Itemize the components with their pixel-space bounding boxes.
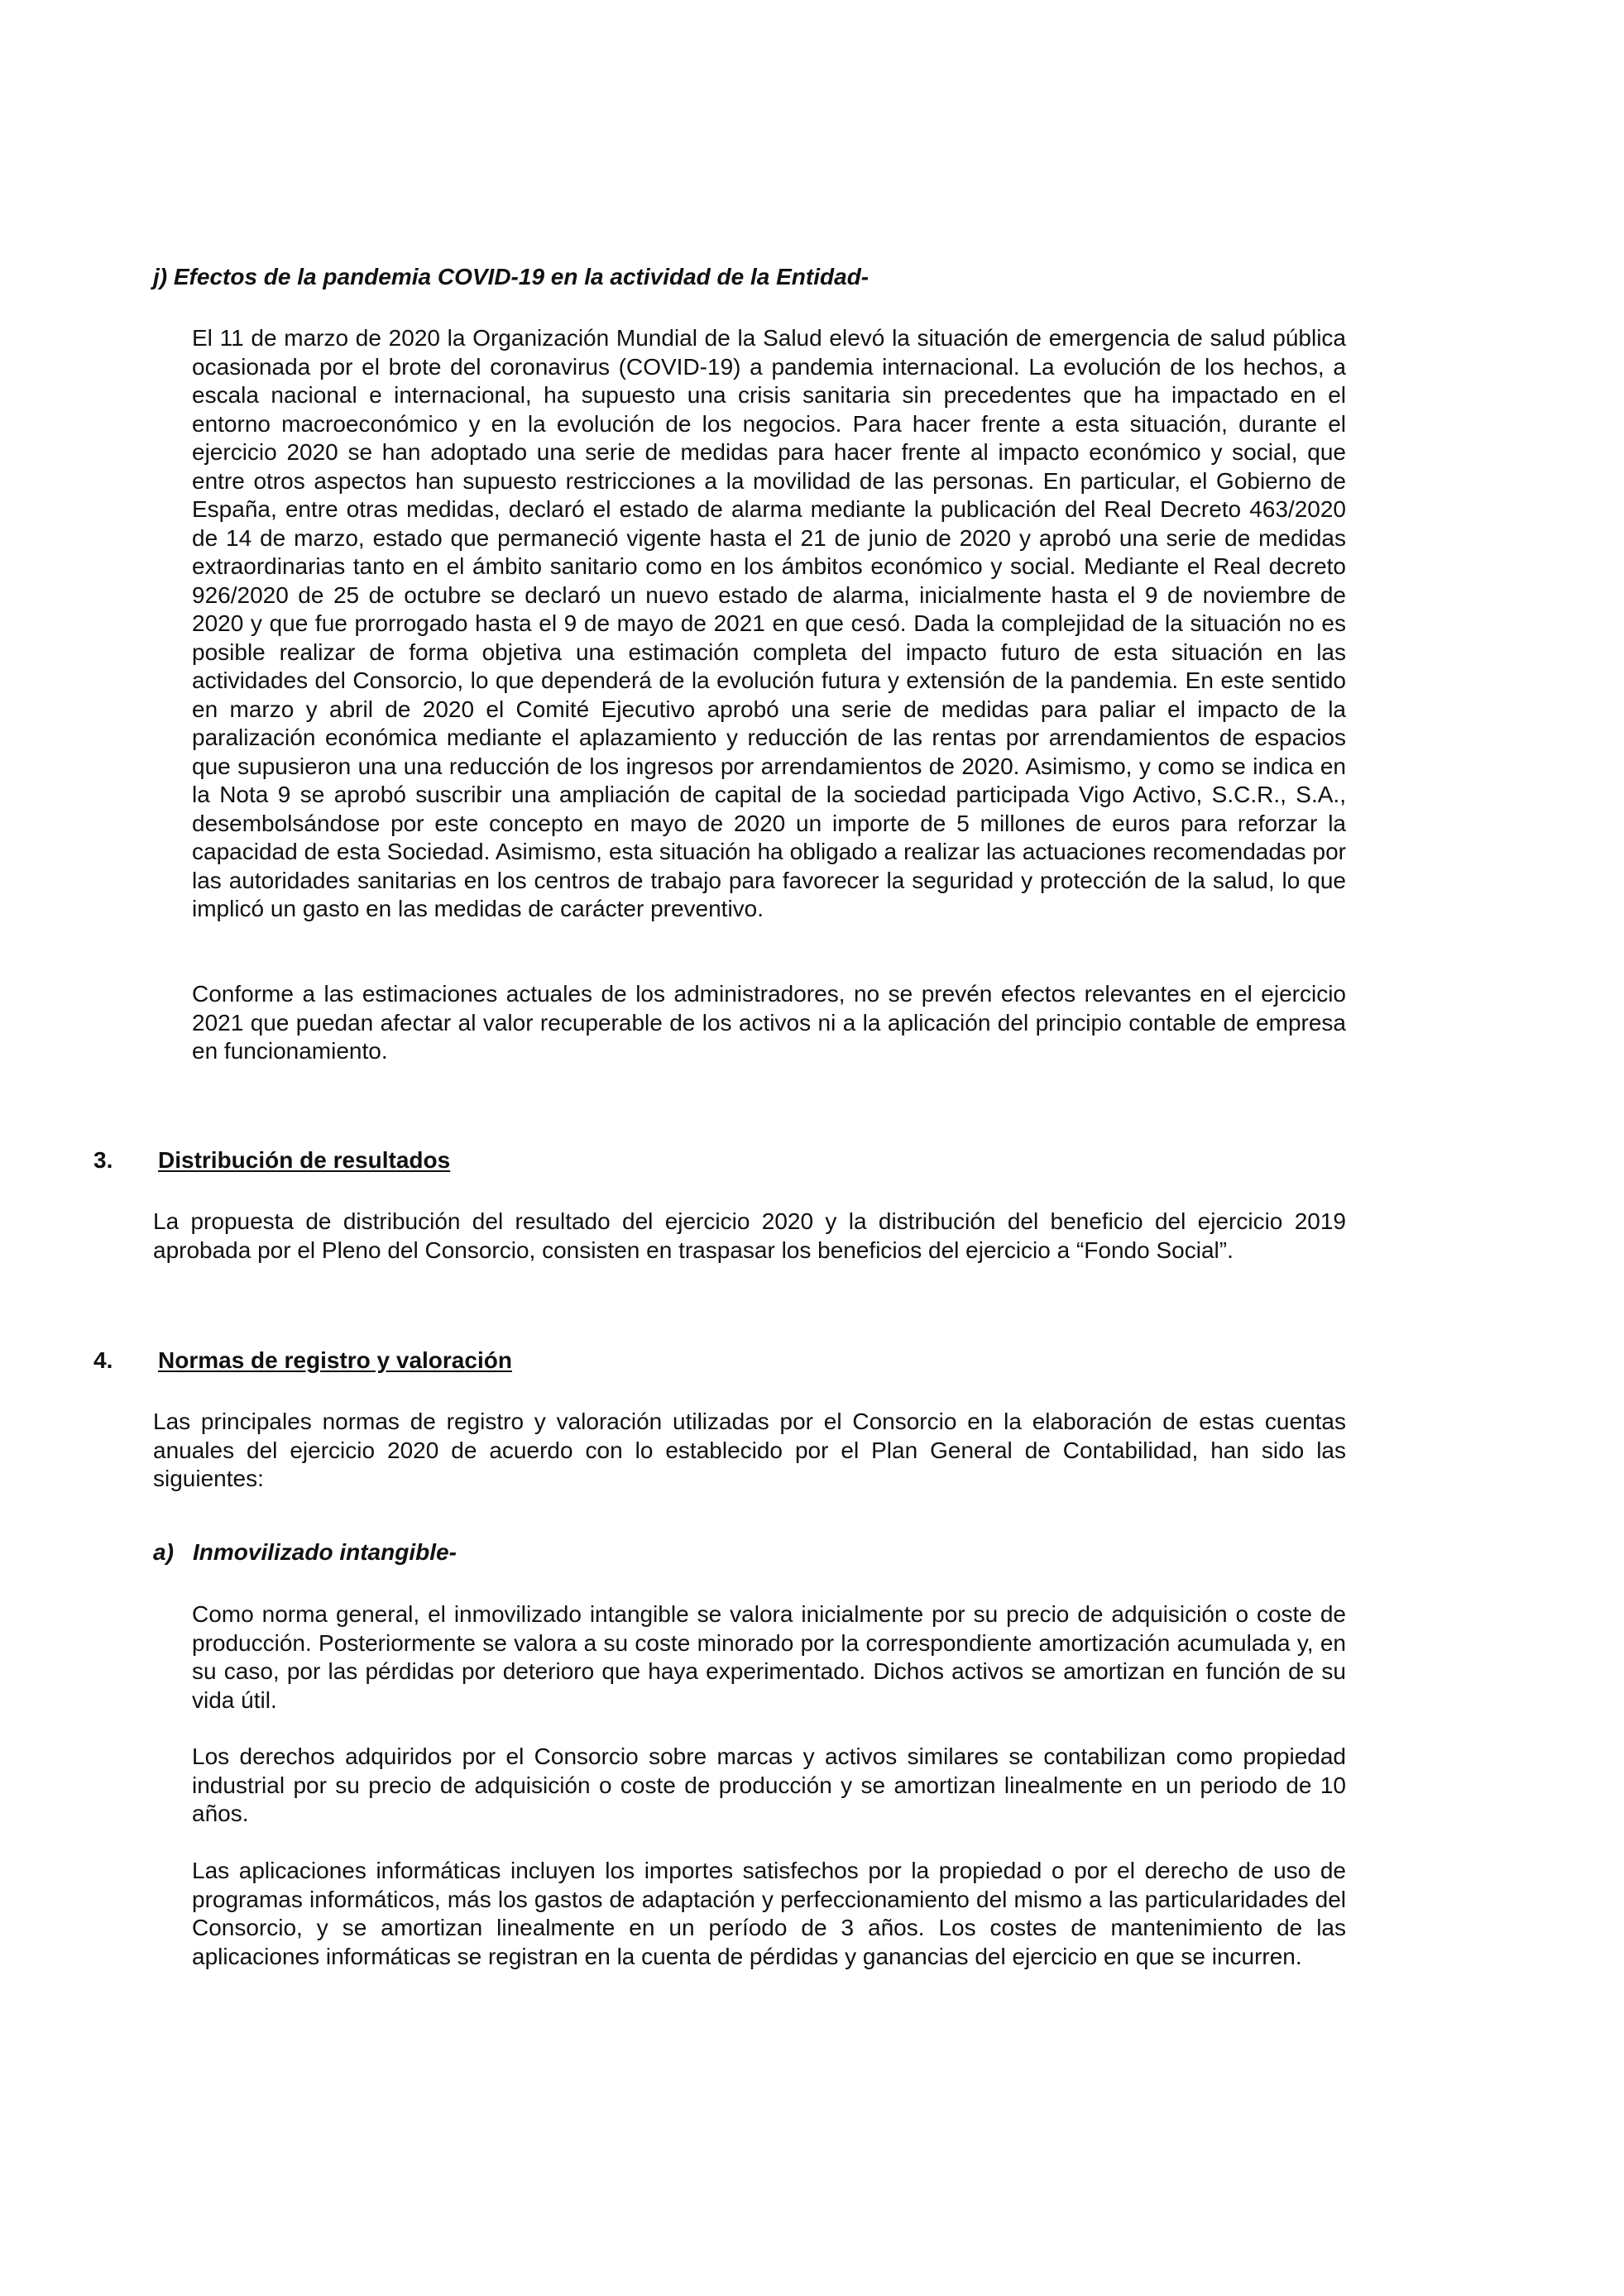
section-3-number: 3. [93, 1147, 113, 1173]
subsection-a-paragraph-1: Como norma general, el inmovilizado intangible se valora inicialmente por su precio de adquisición o coste de producción. Posteriormente se valora a su coste minorado por la correspondiente amortización acumulada y, en su caso, por las pérdidas por deterioro que haya experimentado. Dichos activos se amortizan en función de su vida útil. [192, 1601, 1346, 1713]
subsection-a-paragraph-3: Las aplicaciones informáticas incluyen los importes satisfechos por la propiedad o por el derecho de uso de programas informáticos, más los gastos de adaptación y perfeccionamiento del mismo a las particularidades del Consorcio, y se amortizan linealmente en un período de 3 años. Los costes de mantenimiento de las aplicaciones informáticas se registran en la cuenta de pérdidas y ganancias del ejercicio en que se incurren. [192, 1858, 1346, 1969]
section-4-number: 4. [93, 1347, 113, 1373]
section-3-title: Distribución de resultados [158, 1147, 451, 1173]
section-j-paragraph-1: El 11 de marzo de 2020 la Organización Mundial de la Salud elevó la situación de emergencia de salud pública ocasionada por el brote del coronavirus (COVID-19) a pandemia internacional. La evolución de los hechos, a escala nacional e internacional, ha supuesto una crisis sanitaria sin precedentes que ha impactado en el entorno macroeconómico y en la evolución de los negocios. Para hacer frente a esta situación, durante el ejercicio 2020 se han adoptado una serie de medidas para hacer frente al impacto económico y social, que entre otros aspectos han supuesto restricciones a la movilidad de las personas. En particular, el Gobierno de España, entre otras medidas, declaró el estado de alarma mediante la publicación del Real Decreto 463/2020 de 14 de marzo, estado que permaneció vigente hasta el 21 de junio de 2020 y aprobó una serie de medidas extraordinarias tanto en el ámbito sanitario como en los ámbitos económico y social. Mediante el Real decreto 926/2020 de 25 de octubre se declaró un nuevo estado de alarma, inicialmente hasta el 9 de noviembre de 2020 y que fue prorrogado hasta el 9 de mayo de 2021 en que cesó. Dada la complejidad de la situación no es posible realizar de forma objetiva una estimación completa del impacto futuro de esta situación en las actividades del Consorcio, lo que dependerá de la evolución futura y extensión de la pandemia. En este sentido en marzo y abril de 2020 el Comité Ejecutivo aprobó una serie de medidas para paliar el impacto de la paralización económica mediante el aplazamiento y reducción de las rentas por arrendamientos de espacios que supusieron una una reducción de los ingresos por arrendamientos de 2020. Asimismo, y como se indica en la Nota 9 se aprobó suscribir una ampliación de capital de la sociedad participada Vigo Activo, S.C.R., S.A., desembolsándose por este concepto en mayo de 2020 un importe de 5 millones de euros para reforzar la capacidad de esta Sociedad. Asimismo, esta situación ha obligado a realizar las actuaciones recomendadas por las autoridades sanitarias en los centros de trabajo para favorecer la seguridad y protección de la salud, lo que implicó un gasto en las medidas de carácter preventivo. [192, 325, 1346, 921]
section-4-paragraph: Las principales normas de registro y valoración utilizadas por el Consorcio en la elaboración de estas cuentas anuales del ejercicio 2020 de acuerdo con lo establecido por el Plan General de Contabilidad, han sido las siguientes: [153, 1409, 1346, 1491]
section-3-heading [93, 1146, 450, 1174]
section-3-paragraph: La propuesta de distribución del resultado del ejercicio 2020 y la distribución del beneficio del ejercicio 2019 aprobada por el Pleno del Consorcio, consisten en traspasar los beneficios del ejercicio a “Fondo Social”. [153, 1208, 1346, 1263]
section-4-title: Normas de registro y valoración [158, 1347, 512, 1373]
subsection-a-paragraph-2: Los derechos adquiridos por el Consorcio sobre marcas y activos similares se contabilizan como propiedad industrial por su precio de adquisición o coste de producción y se amortizan linealmente en un periodo de 10 años. [192, 1744, 1346, 1826]
subsection-a-title: Inmovilizado intangible- [193, 1539, 457, 1565]
subsection-a-letter: a) [153, 1539, 174, 1565]
subsection-a-heading [153, 1538, 457, 1567]
section-j-heading: j) Efectos de la pandemia COVID-19 en la actividad de la Entidad- [153, 264, 869, 289]
section-j-paragraph-2: Conforme a las estimaciones actuales de los administradores, no se prevén efectos relevantes en el ejercicio 2021 que puedan afectar al valor recuperable de los activos ni a la aplicación del principio contable de empresa en funcionamiento. [192, 981, 1346, 1064]
section-4-heading [93, 1347, 512, 1375]
